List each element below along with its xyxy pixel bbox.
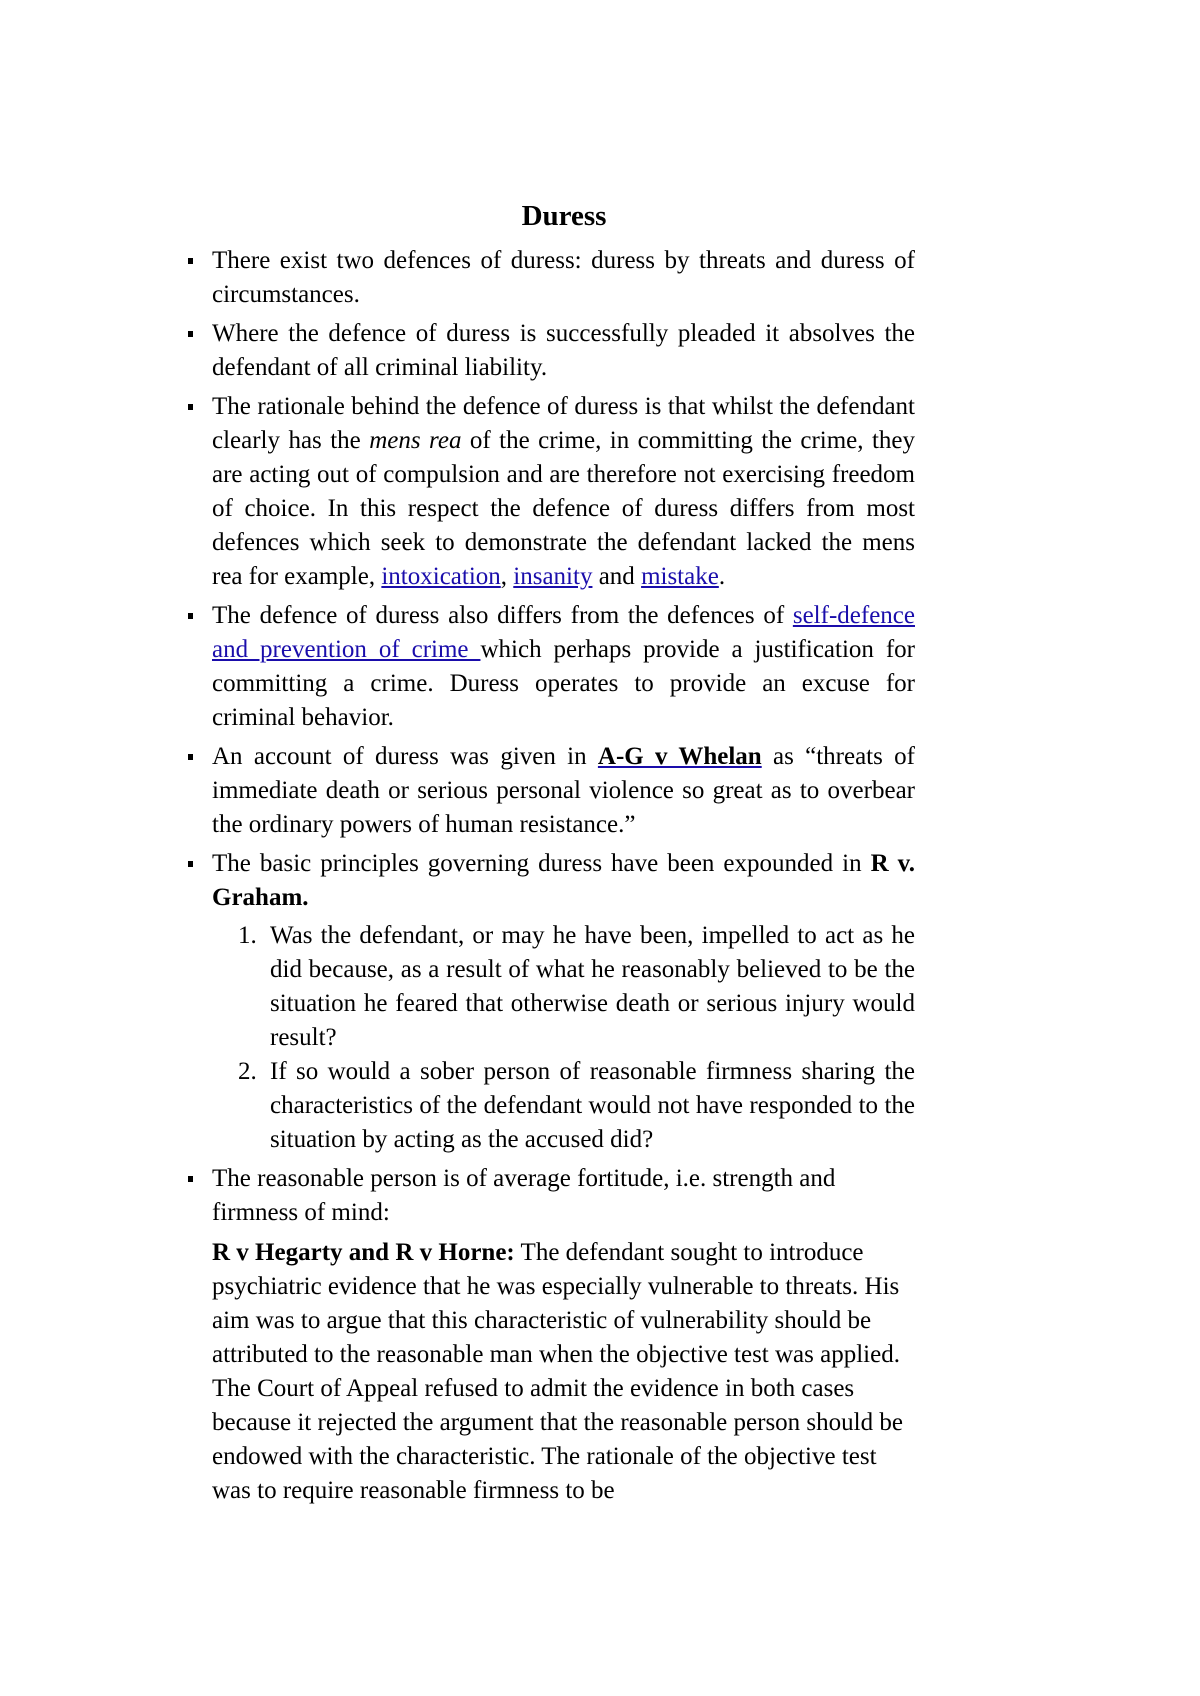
bullet-text: The reasonable person is of average fortitude, i.e. strength and firmness of mind: xyxy=(212,1165,836,1226)
list-item xyxy=(212,919,915,1055)
list-number: 2. xyxy=(238,1058,257,1085)
separator: , xyxy=(500,563,514,590)
case-text: The defendant sought to introduce psychiatric evidence that he was especially vulnerable to threats. His aim was to argue that this characteristic of vulnerability should be attributed to the reasonable man when the objective test was applied. The Court of Appeal refused to admit the evidence in both cases because it rejected the argument that the reasonable person should be endowed with the characteristic. The rationale of the objective test was to require reasonable firmness to be xyxy=(212,1239,903,1504)
list-number: 1. xyxy=(238,922,257,949)
insanity-link[interactable]: insanity xyxy=(513,563,593,590)
bullet-item xyxy=(212,740,915,842)
bullet-text: There exist two defences of duress: duress by threats and duress of circumstances. xyxy=(212,247,915,308)
bullet-marker-icon xyxy=(188,613,193,619)
document-body xyxy=(212,244,915,1508)
bullet-text: The basic principles governing duress have been expounded in xyxy=(212,850,871,877)
bullet-item xyxy=(212,1162,915,1508)
self-defence-link[interactable]: self-defence and prevention of crime xyxy=(212,602,915,663)
bullet-text: An account of duress was given in xyxy=(212,743,598,770)
bullet-marker-icon xyxy=(188,754,193,760)
bullet-text: of the crime, in committing the crime, they are acting out of compulsion and are therefore not exercising freedom of choice. In this respect the defence of duress differs from most defences which seek to demonstrate the defendant lacked the mens rea for example, xyxy=(212,427,916,590)
bullet-item xyxy=(212,390,915,594)
latin-term: mens rea xyxy=(369,427,462,454)
bullet-text: The defence of duress also differs from the defences of xyxy=(212,602,793,629)
bullet-marker-icon xyxy=(188,404,193,410)
bullet-marker-icon xyxy=(188,258,193,264)
numbered-list xyxy=(212,919,915,1157)
bullet-marker-icon xyxy=(188,1176,193,1182)
separator: and xyxy=(592,563,642,590)
mistake-link[interactable]: mistake xyxy=(641,563,719,590)
case-link-ag-v-whelan[interactable]: A-G v Whelan xyxy=(597,743,762,770)
bullet-text: which perhaps provide a justification for committing a crime. Duress operates to provide an excuse for criminal behavior. xyxy=(212,636,915,731)
case-paragraph xyxy=(212,1236,915,1508)
intoxication-link[interactable]: intoxication xyxy=(381,563,501,590)
bullet-item xyxy=(212,847,915,1157)
page-title: Duress xyxy=(521,200,607,232)
list-item xyxy=(212,1055,915,1157)
case-name: R v. Graham. xyxy=(212,850,915,911)
bullet-text: The rationale behind the defence of duress is that whilst the defendant clearly has the xyxy=(212,393,915,454)
bullet-marker-icon xyxy=(188,861,193,867)
list-item-text: If so would a sober person of reasonable firmness sharing the characteristics of the defendant would not have responded to the situation by acting as the accused did? xyxy=(270,1058,915,1153)
list-item-text: Was the defendant, or may he have been, impelled to act as he did because, as a result of what he reasonably believed to be the situation he feared that otherwise death or serious injury would result? xyxy=(270,922,915,1051)
bullet-item xyxy=(212,599,915,735)
bullet-item xyxy=(212,244,915,312)
bullet-text: as “threats of immediate death or serious personal violence so great as to overbear the ordinary powers of human resistance.” xyxy=(212,743,915,838)
bullet-marker-icon xyxy=(188,331,193,337)
bullet-item xyxy=(212,317,915,385)
case-name: R v Hegarty and R v Horne: xyxy=(212,1239,515,1266)
separator: . xyxy=(718,563,726,590)
bullet-text: Where the defence of duress is successfully pleaded it absolves the defendant of all criminal liability. xyxy=(212,320,915,381)
